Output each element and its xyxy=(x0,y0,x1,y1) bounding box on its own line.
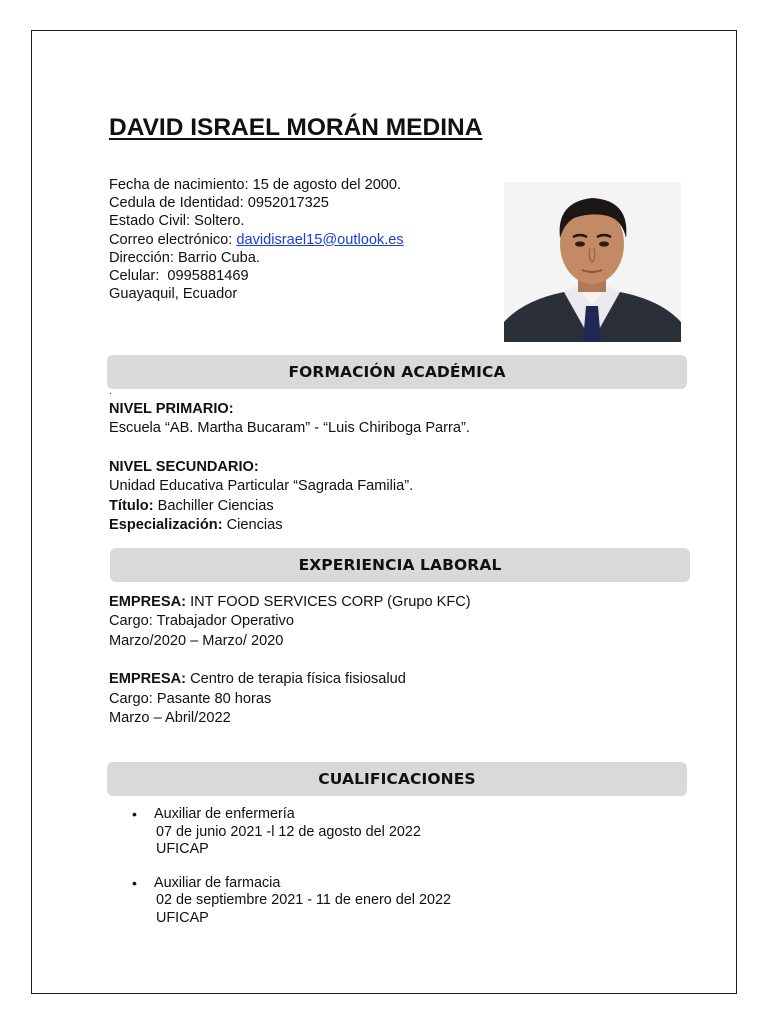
stray-dot: . xyxy=(109,386,112,397)
profile-photo xyxy=(504,182,681,342)
job-role: Cargo: Pasante 80 horas xyxy=(109,690,272,707)
secondary-label: NIVEL SECUNDARIO: xyxy=(109,458,259,475)
list-item xyxy=(128,875,451,928)
job-role: Cargo: Trabajador Operativo xyxy=(109,613,294,630)
email-row xyxy=(109,231,404,249)
primary-label: NIVEL PRIMARIO: xyxy=(109,401,234,417)
job-2 xyxy=(109,670,471,728)
qualification-name: Auxiliar de enfermería xyxy=(154,806,295,822)
qualification-dates: 07 de junio 2021 -l 12 de agosto del 2022 xyxy=(156,823,421,840)
birth-date-row xyxy=(109,176,404,194)
qualification-dates: 02 de septiembre 2021 - 11 de enero del 2022 xyxy=(156,892,451,909)
city-row: Guayaquil, Ecuador xyxy=(109,286,238,303)
civil-value: Soltero. xyxy=(190,213,245,230)
address-row xyxy=(109,249,404,267)
qualification-institution: UFICAP xyxy=(156,909,209,926)
company-name: Centro de terapia física fisiosalud xyxy=(186,671,406,688)
qualification-name: Auxiliar de farmacia xyxy=(154,874,281,891)
phone-row xyxy=(109,267,404,285)
bullet-icon: • xyxy=(132,874,137,891)
primary-school: Escuela “AB. Martha Bucaram” - “Luis Chiriboga Parra”. xyxy=(109,420,470,437)
company-name: INT FOOD SERVICES CORP (Grupo KFC) xyxy=(186,594,471,610)
bullet-icon: • xyxy=(132,806,137,822)
id-row xyxy=(109,194,404,212)
email-label: Correo electrónico: xyxy=(109,231,233,248)
spec-value: Ciencias xyxy=(222,517,283,534)
id-value: 0952017325 xyxy=(243,195,329,212)
job-company-row xyxy=(109,593,471,612)
portrait-image xyxy=(504,182,681,342)
job-1 xyxy=(109,593,471,651)
job-company-row xyxy=(109,670,471,689)
email-link[interactable]: davidisrael15@outlook.es xyxy=(236,231,404,248)
list-item xyxy=(128,806,451,859)
title-label: Título: xyxy=(109,497,154,514)
birth-value: 15 de agosto del 2000. xyxy=(248,177,402,193)
civil-label: Estado Civil: xyxy=(109,213,191,230)
spec-label: Especialización: xyxy=(109,517,223,534)
qualifications-heading: CUALIFICACIONES xyxy=(107,762,687,796)
job-dates: Marzo/2020 – Marzo/ 2020 xyxy=(109,632,284,649)
address-value: Barrio Cuba. xyxy=(173,249,260,266)
education-section xyxy=(109,400,470,535)
phone-value: 0995881469 xyxy=(159,267,249,284)
job-dates: Marzo – Abril/2022 xyxy=(109,710,231,727)
experience-section xyxy=(109,593,471,728)
candidate-name: DAVID ISRAEL MORÁN MEDINA xyxy=(109,114,483,141)
secondary-school: Unidad Educativa Particular “Sagrada Familia”. xyxy=(109,478,414,495)
experience-heading: EXPERIENCIA LABORAL xyxy=(110,548,690,582)
civil-status-row xyxy=(109,212,404,230)
address-label: Dirección: xyxy=(109,249,174,266)
qualifications-list xyxy=(128,806,451,928)
personal-info xyxy=(109,176,404,303)
qualification-institution: UFICAP xyxy=(156,841,209,858)
title-row xyxy=(109,497,470,516)
phone-label: Celular: xyxy=(109,267,160,284)
specialization-row xyxy=(109,516,470,535)
title-value: Bachiller Ciencias xyxy=(153,497,274,514)
id-label: Cedula de Identidad: xyxy=(109,195,244,212)
company-label: EMPRESA: xyxy=(109,594,187,610)
birth-label: Fecha de nacimiento: xyxy=(109,177,249,193)
company-label: EMPRESA: xyxy=(109,671,187,688)
education-heading: FORMACIÓN ACADÉMICA xyxy=(107,355,687,389)
